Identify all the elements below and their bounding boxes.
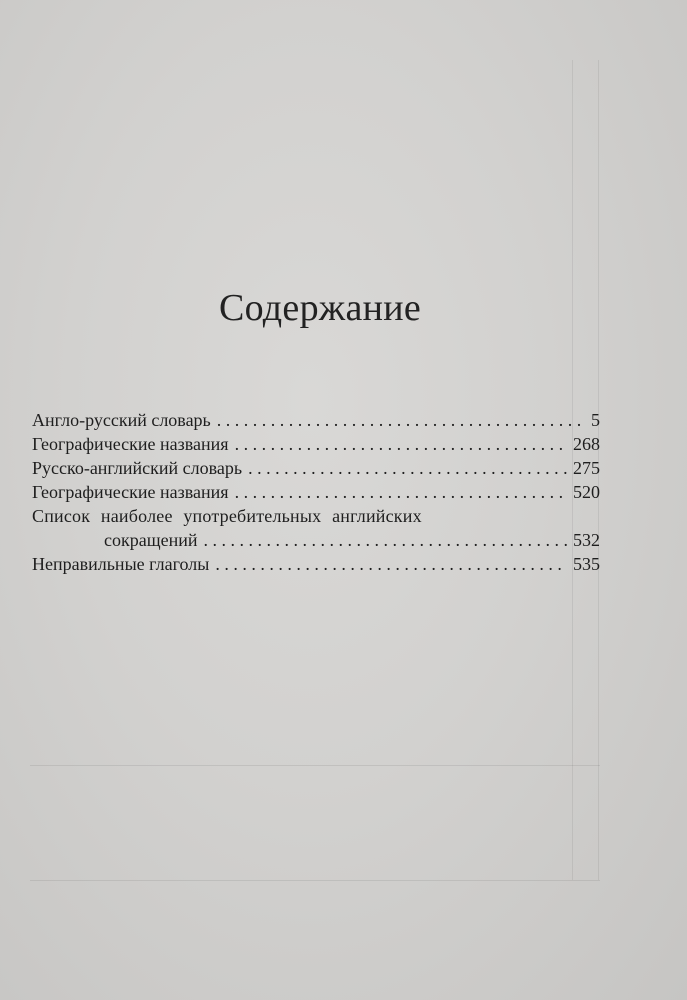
toc-entry[interactable] xyxy=(32,552,600,576)
toc-leader-dots xyxy=(203,528,567,552)
toc-entry[interactable] xyxy=(32,480,600,504)
toc-leader-dots xyxy=(217,408,585,432)
toc-entry-label: Русско-английский словарь xyxy=(32,458,243,478)
toc-entry[interactable] xyxy=(32,504,600,552)
bleed-through-line xyxy=(30,765,600,766)
toc-entry-page: 275 xyxy=(573,458,600,478)
toc-entry-label: Неправильные глаголы xyxy=(32,554,210,574)
toc-leader-dots xyxy=(248,456,567,480)
page-title: Содержание xyxy=(218,287,422,329)
toc-entry-label-line2: сокращений xyxy=(104,530,198,550)
toc-entry-page: 520 xyxy=(573,482,600,502)
toc-leader-dots xyxy=(235,432,567,456)
toc-entry-label: Географические названия xyxy=(32,434,229,454)
toc-entry[interactable] xyxy=(32,408,600,432)
toc-entry[interactable] xyxy=(32,456,600,480)
toc-entry-page: 535 xyxy=(573,554,600,574)
toc-entry-label: Англо-русский словарь xyxy=(32,410,211,430)
toc-leader-dots xyxy=(235,480,567,504)
bleed-through-line xyxy=(30,880,600,881)
table-of-contents xyxy=(32,408,600,576)
toc-entry-page: 532 xyxy=(573,530,600,550)
toc-entry-page: 268 xyxy=(573,434,600,454)
toc-entry-label: Географические названия xyxy=(32,482,229,502)
toc-entry-label-line1: Список наиболее употребительных английских xyxy=(32,506,422,526)
toc-leader-dots xyxy=(215,552,567,576)
toc-entry-page: 5 xyxy=(591,410,600,430)
toc-entry[interactable] xyxy=(32,432,600,456)
